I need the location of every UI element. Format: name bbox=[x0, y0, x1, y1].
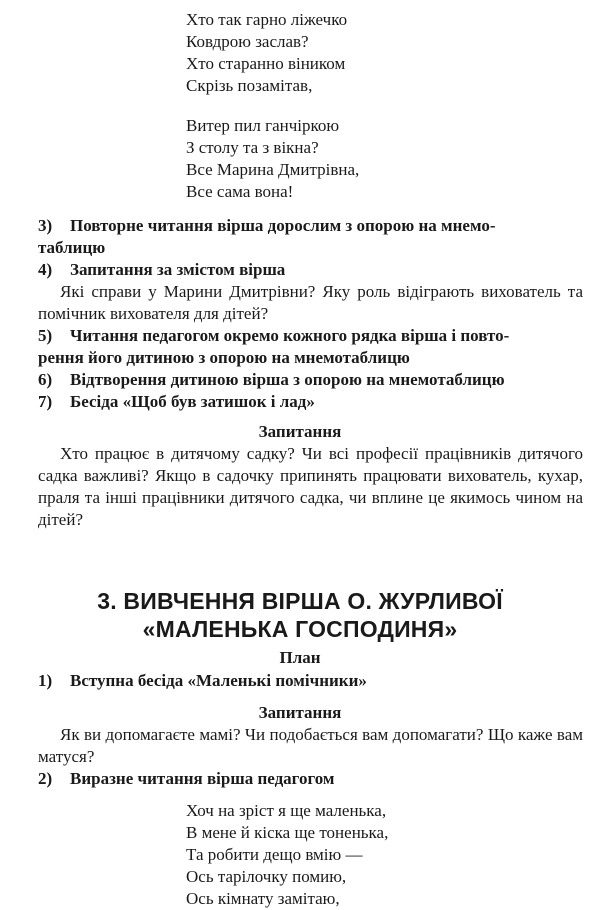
poem-fragment-1 bbox=[186, 9, 359, 203]
step-number: 3) bbox=[38, 216, 53, 235]
step-text: Повторне читання вірша дорослим з опорою на мнемо- bbox=[70, 216, 496, 235]
paragraph-text: Які справи у Марини Дмитрівни? Яку роль відіграють вихователь та помічник вихователя для дітей? bbox=[38, 282, 583, 323]
step-number: 1) bbox=[38, 671, 53, 690]
poem-line: Хто так гарно ліжечко bbox=[186, 10, 348, 29]
step-text: Виразне читання вірша педагогом bbox=[70, 769, 335, 788]
step-number: 4) bbox=[38, 260, 53, 279]
poem-line: З столу та з вікна? bbox=[186, 138, 319, 157]
poem-line: Ковдрою заслав? bbox=[186, 32, 309, 51]
questions-paragraph bbox=[38, 281, 583, 325]
section-subheading: Запитання bbox=[258, 703, 342, 722]
plan-step-continuation bbox=[38, 347, 578, 369]
plan-heading: План bbox=[279, 648, 321, 667]
step-number: 6) bbox=[38, 370, 53, 389]
poem-line: В мене й кіска ще тоненька, bbox=[186, 823, 389, 842]
step-text-continued: рення його дитиною з опорою на мнемотаблицю bbox=[38, 348, 410, 367]
section-subheading: Запитання bbox=[258, 422, 342, 441]
chapter-title-line-2: «МАЛЕНЬКА ГОСПОДИНЯ» bbox=[142, 616, 458, 642]
poem-line: Ось кімнату замітаю, bbox=[186, 889, 340, 908]
poem-line: Скрізь позамітав, bbox=[186, 76, 313, 95]
step-number: 2) bbox=[38, 769, 53, 788]
poem-line: Хоч на зріст я ще маленька, bbox=[186, 801, 387, 820]
chapter-title-line-1: 3. ВИВЧЕННЯ ВІРША О. ЖУРЛИВОЇ bbox=[97, 588, 503, 614]
questions-paragraph bbox=[38, 443, 583, 531]
step-number: 5) bbox=[38, 326, 53, 345]
step-text: Відтворення дитиною вірша з опорою на мнемотаблицю bbox=[70, 370, 505, 389]
paragraph-text: Як ви допомагаєте мамі? Чи подобається вам допомагати? Що каже вам матуся? bbox=[38, 725, 583, 766]
plan-step bbox=[38, 325, 578, 347]
paragraph-text: Хто працює в дитячому садку? Чи всі професії працівників дитячого садка важливі? Якщо в садочку припинять працювати вихователь, кухар, праля та інші працівники дитячого садка, чи вплине це якимось чином на дітей? bbox=[38, 444, 583, 529]
poem-fragment-2 bbox=[186, 800, 388, 910]
step-number: 7) bbox=[38, 392, 53, 411]
step-text: Бесіда «Щоб був затишок і лад» bbox=[70, 392, 315, 411]
plan-step-continuation bbox=[38, 237, 578, 259]
step-text: Запитання за змістом вірша bbox=[70, 260, 286, 279]
poem-line: Все сама вона! bbox=[186, 182, 294, 201]
step-text: Читання педагогом окремо кожного рядка вірша і повто- bbox=[70, 326, 510, 345]
plan-step bbox=[38, 259, 578, 281]
plan-step bbox=[38, 670, 578, 692]
plan-step bbox=[38, 768, 578, 790]
stanza-gap bbox=[186, 97, 359, 115]
poem-line: Ось тарілочку помию, bbox=[186, 867, 347, 886]
plan-step bbox=[38, 391, 578, 413]
step-text-continued: таблицю bbox=[38, 238, 106, 257]
step-text: Вступна бесіда «Маленькі помічники» bbox=[70, 671, 367, 690]
poem-line: Та робити дещо вмію — bbox=[186, 845, 363, 864]
questions-paragraph bbox=[38, 724, 583, 768]
plan-step bbox=[38, 369, 578, 391]
poem-line: Витер пил ганчіркою bbox=[186, 116, 340, 135]
plan-step bbox=[38, 215, 578, 237]
poem-line: Все Марина Дмитрівна, bbox=[186, 160, 360, 179]
poem-line: Хто старанно віником bbox=[186, 54, 346, 73]
